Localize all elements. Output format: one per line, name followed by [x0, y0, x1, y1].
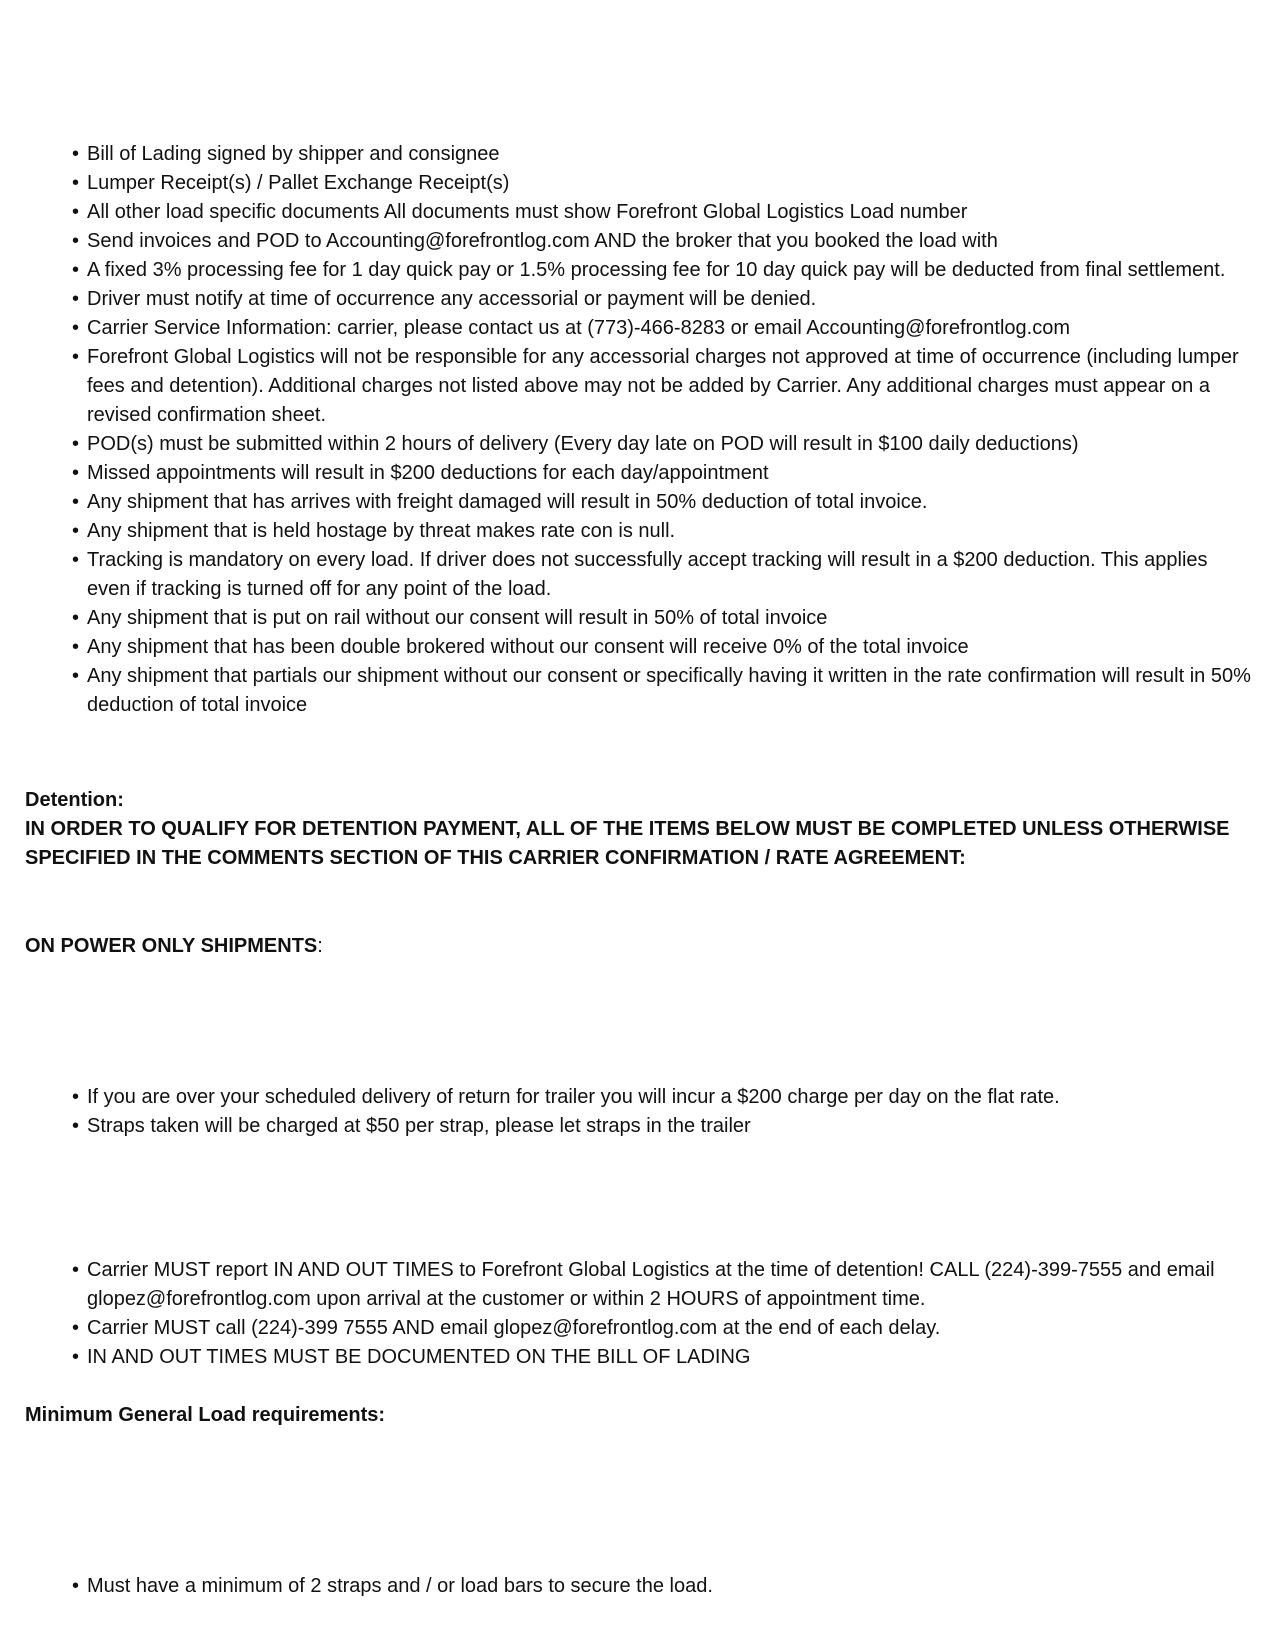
min-load-list	[72, 1572, 1252, 1601]
list-item: • Must have a minimum of 2 straps and / or load bars to secure the load.	[72, 1572, 1252, 1601]
detention-title: Detention:	[25, 789, 124, 811]
list-item: • POD(s) must be submitted within 2 hours of delivery (Every day late on POD will result in $100 daily deductions)	[72, 430, 1252, 459]
list-item: • Carrier Service Information: carrier, please contact us at (773)-466-8283 or email Accounting@forefrontlog.com	[72, 314, 1252, 343]
list-item: • IN AND OUT TIMES MUST BE DOCUMENTED ON THE BILL OF LADING	[72, 1343, 1252, 1372]
list-item: • Bill of Lading signed by shipper and consignee	[72, 140, 1252, 169]
list-item: • Forefront Global Logistics will not be responsible for any accessorial charges not approved at time of occurrence (including lumper fees and detention). Additional charges not listed above may not be added by Carrier. Any additional charges must appear on a revised confirmation sheet.	[72, 343, 1252, 430]
power-only-list	[72, 1083, 1252, 1141]
list-item: • Carrier MUST report IN AND OUT TIMES to Forefront Global Logistics at the time of detention! CALL (224)-399-7555 and email glopez@forefrontlog.com upon arrival at the customer or within 2 HOURS of appointment time.	[72, 1256, 1252, 1314]
list-item: • Lumper Receipt(s) / Pallet Exchange Receipt(s)	[72, 169, 1252, 198]
detention-notice: IN ORDER TO QUALIFY FOR DETENTION PAYMENT, ALL OF THE ITEMS BELOW MUST BE COMPLETED UNLESS OTHERWISE SPECIFIED IN THE COMMENTS SECTION OF THIS CARRIER CONFIRMATION / RATE AGREEMENT:	[25, 818, 1230, 869]
power-only-heading-text: ON POWER ONLY SHIPMENTS	[25, 935, 318, 957]
list-item: • Tracking is mandatory on every load. If driver does not successfully accept tracking will result in a $200 deduction. This applies even if tracking is turned off for any point of the load.	[72, 546, 1252, 604]
list-item: • If you are over your scheduled delivery of return for trailer you will incur a $200 charge per day on the flat rate.	[72, 1083, 1252, 1112]
list-item: • Any shipment that is put on rail without our consent will result in 50% of total invoice	[72, 604, 1252, 633]
document-requirements-list	[72, 140, 1252, 720]
list-item: • Carrier MUST call (224)-399 7555 AND email glopez@forefrontlog.com at the end of each delay.	[72, 1314, 1252, 1343]
list-item: • A fixed 3% processing fee for 1 day quick pay or 1.5% processing fee for 10 day quick pay will be deducted from final settlement.	[72, 256, 1252, 285]
list-item: • Driver must notify at time of occurrence any accessorial or payment will be denied.	[72, 285, 1252, 314]
list-item: • Any shipment that is held hostage by threat makes rate con is null.	[72, 517, 1252, 546]
min-load-heading: Minimum General Load requirements:	[25, 1404, 386, 1426]
detention-reporting-list	[72, 1256, 1252, 1372]
power-only-heading	[25, 932, 1255, 961]
list-item: • All other load specific documents All documents must show Forefront Global Logistics Load number	[72, 198, 1252, 227]
list-item: • Straps taken will be charged at $50 per strap, please let straps in the trailer	[72, 1112, 1252, 1141]
list-item: • Any shipment that has been double brokered without our consent will receive 0% of the total invoice	[72, 633, 1252, 662]
list-item: • Missed appointments will result in $200 deductions for each day/appointment	[72, 459, 1252, 488]
power-only-heading-colon: :	[317, 935, 323, 957]
list-item: • Send invoices and POD to Accounting@forefrontlog.com AND the broker that you booked the load with	[72, 227, 1252, 256]
list-item: • Any shipment that partials our shipment without our consent or specifically having it written in the rate confirmation will result in 50% deduction of total invoice	[72, 662, 1252, 720]
list-item: • Any shipment that has arrives with freight damaged will result in 50% deduction of total invoice.	[72, 488, 1252, 517]
